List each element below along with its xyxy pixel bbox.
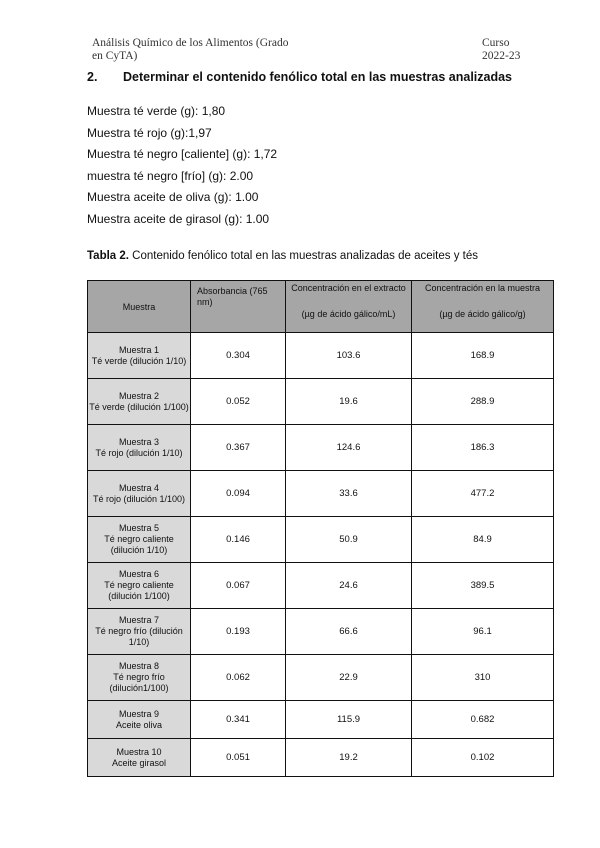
phenolic-content-table (87, 280, 554, 777)
extract-conc-cell: 19.6 (286, 379, 412, 425)
table-row (88, 655, 554, 701)
sample-cell (88, 655, 191, 701)
sample-detail: Té negro frío (dilución 1/10) (95, 626, 183, 647)
col-header-conc-extract (286, 281, 412, 333)
sample-conc-cell: 389.5 (412, 563, 554, 609)
table-row (88, 517, 554, 563)
sample-cell (88, 517, 191, 563)
sample-cell (88, 739, 191, 777)
sample-name: Muestra 9 (118, 708, 160, 719)
sample-detail: Aceite girasol (111, 757, 167, 768)
sample-name: Muestra 5 (118, 523, 160, 533)
sample-name: Muestra 7 (118, 615, 160, 625)
sample-cell (88, 563, 191, 609)
sample-conc-cell: 186.3 (412, 425, 554, 471)
sample-cell (88, 333, 191, 379)
col-header-sample: Muestra (88, 281, 191, 333)
col-header-conc-extract-title: Concentración en el extracto (291, 283, 406, 293)
sample-conc-cell: 0.102 (412, 739, 554, 777)
header-year: 2022-23 (482, 50, 521, 62)
section-number: 2. (87, 70, 98, 84)
sample-name: Muestra 1 (118, 344, 160, 355)
sample-cell (88, 609, 191, 655)
sample-detail: Té verde (dilución 1/100) (89, 401, 189, 412)
sample-detail: Té rojo (dilución 1/10) (95, 447, 183, 458)
section-title: Determinar el contenido fenólico total en las muestras analizadas (123, 70, 513, 84)
sample-cell (88, 701, 191, 739)
sample-detail: Té rojo (dilución 1/100) (92, 493, 186, 504)
extract-conc-cell: 19.2 (286, 739, 412, 777)
table-row (88, 609, 554, 655)
absorbance-cell: 0.067 (191, 563, 286, 609)
sample-cell (88, 425, 191, 471)
sample-conc-cell: 84.9 (412, 517, 554, 563)
extract-conc-cell: 124.6 (286, 425, 412, 471)
sample-cell (88, 471, 191, 517)
table-row (88, 701, 554, 739)
absorbance-cell: 0.094 (191, 471, 286, 517)
sample-name: Muestra 6 (118, 569, 160, 579)
absorbance-cell: 0.304 (191, 333, 286, 379)
table-row (88, 471, 554, 517)
absorbance-cell: 0.341 (191, 701, 286, 739)
absorbance-cell: 0.193 (191, 609, 286, 655)
absorbance-cell: 0.146 (191, 517, 286, 563)
absorbance-cell: 0.051 (191, 739, 286, 777)
col-header-conc-sample (412, 281, 554, 333)
table-row (88, 739, 554, 777)
absorbance-cell: 0.062 (191, 655, 286, 701)
sample-conc-cell: 0.682 (412, 701, 554, 739)
sample-conc-cell: 288.9 (412, 379, 554, 425)
sample-name: Muestra 2 (118, 390, 160, 401)
table-row (88, 563, 554, 609)
sample-detail: Té negro caliente (dilución 1/100) (104, 580, 174, 601)
table-caption-text: Contenido fenólico total en las muestras analizadas de aceites y tés (128, 250, 479, 262)
sample-weight-line: Muestra té verde (g): 1,80 (87, 104, 226, 118)
sample-name: Muestra 3 (118, 436, 160, 447)
sample-weight-line: Muestra aceite de girasol (g): 1.00 (87, 211, 270, 226)
absorbance-cell: 0.367 (191, 425, 286, 471)
col-header-absorbance: Absorbancia (765 nm) (191, 281, 286, 333)
sample-name: Muestra 4 (118, 482, 160, 493)
sample-weight-line: Muestra té rojo (g):1,97 (87, 125, 212, 140)
extract-conc-cell: 33.6 (286, 471, 412, 517)
extract-conc-cell: 66.6 (286, 609, 412, 655)
col-header-conc-sample-title: Concentración en la muestra (424, 283, 541, 293)
sample-detail: Té negro caliente (dilución 1/10) (104, 534, 174, 555)
extract-conc-cell: 24.6 (286, 563, 412, 609)
sample-cell (88, 379, 191, 425)
section-heading (87, 70, 512, 84)
sample-conc-cell: 168.9 (412, 333, 554, 379)
sample-detail: Té verde (dilución 1/10) (91, 355, 187, 366)
header-course-name: Análisis Químico de los Alimentos (Grado en CyTA) (92, 37, 289, 62)
sample-conc-cell: 477.2 (412, 471, 554, 517)
table-caption (87, 250, 478, 262)
sample-detail: Aceite oliva (115, 719, 163, 730)
table-row (88, 425, 554, 471)
sample-detail: Té negro frío (dilución1/100) (109, 672, 169, 693)
table-row (88, 333, 554, 379)
col-header-conc-sample-unit: (µg de ácido gálico/g) (439, 309, 526, 319)
extract-conc-cell: 50.9 (286, 517, 412, 563)
header-course-year (482, 37, 520, 63)
sample-conc-cell: 310 (412, 655, 554, 701)
table-row (88, 379, 554, 425)
sample-name: Muestra 10 (116, 746, 162, 757)
table-header-row (88, 281, 554, 333)
absorbance-cell: 0.052 (191, 379, 286, 425)
header-course-label: Curso (482, 37, 510, 49)
extract-conc-cell: 22.9 (286, 655, 412, 701)
sample-weight-line: Muestra aceite de oliva (g): 1.00 (87, 190, 259, 204)
extract-conc-cell: 103.6 (286, 333, 412, 379)
table-caption-label: Tabla 2. (87, 250, 129, 262)
sample-weights-list (87, 104, 277, 233)
sample-conc-cell: 96.1 (412, 609, 554, 655)
sample-name: Muestra 8 (118, 661, 160, 671)
col-header-conc-extract-unit: (µg de ácido gálico/mL) (301, 309, 396, 319)
extract-conc-cell: 115.9 (286, 701, 412, 739)
sample-weight-line: muestra té negro [frío] (g): 2.00 (87, 168, 254, 183)
sample-weight-line: Muestra té negro [caliente] (g): 1,72 (87, 147, 278, 161)
